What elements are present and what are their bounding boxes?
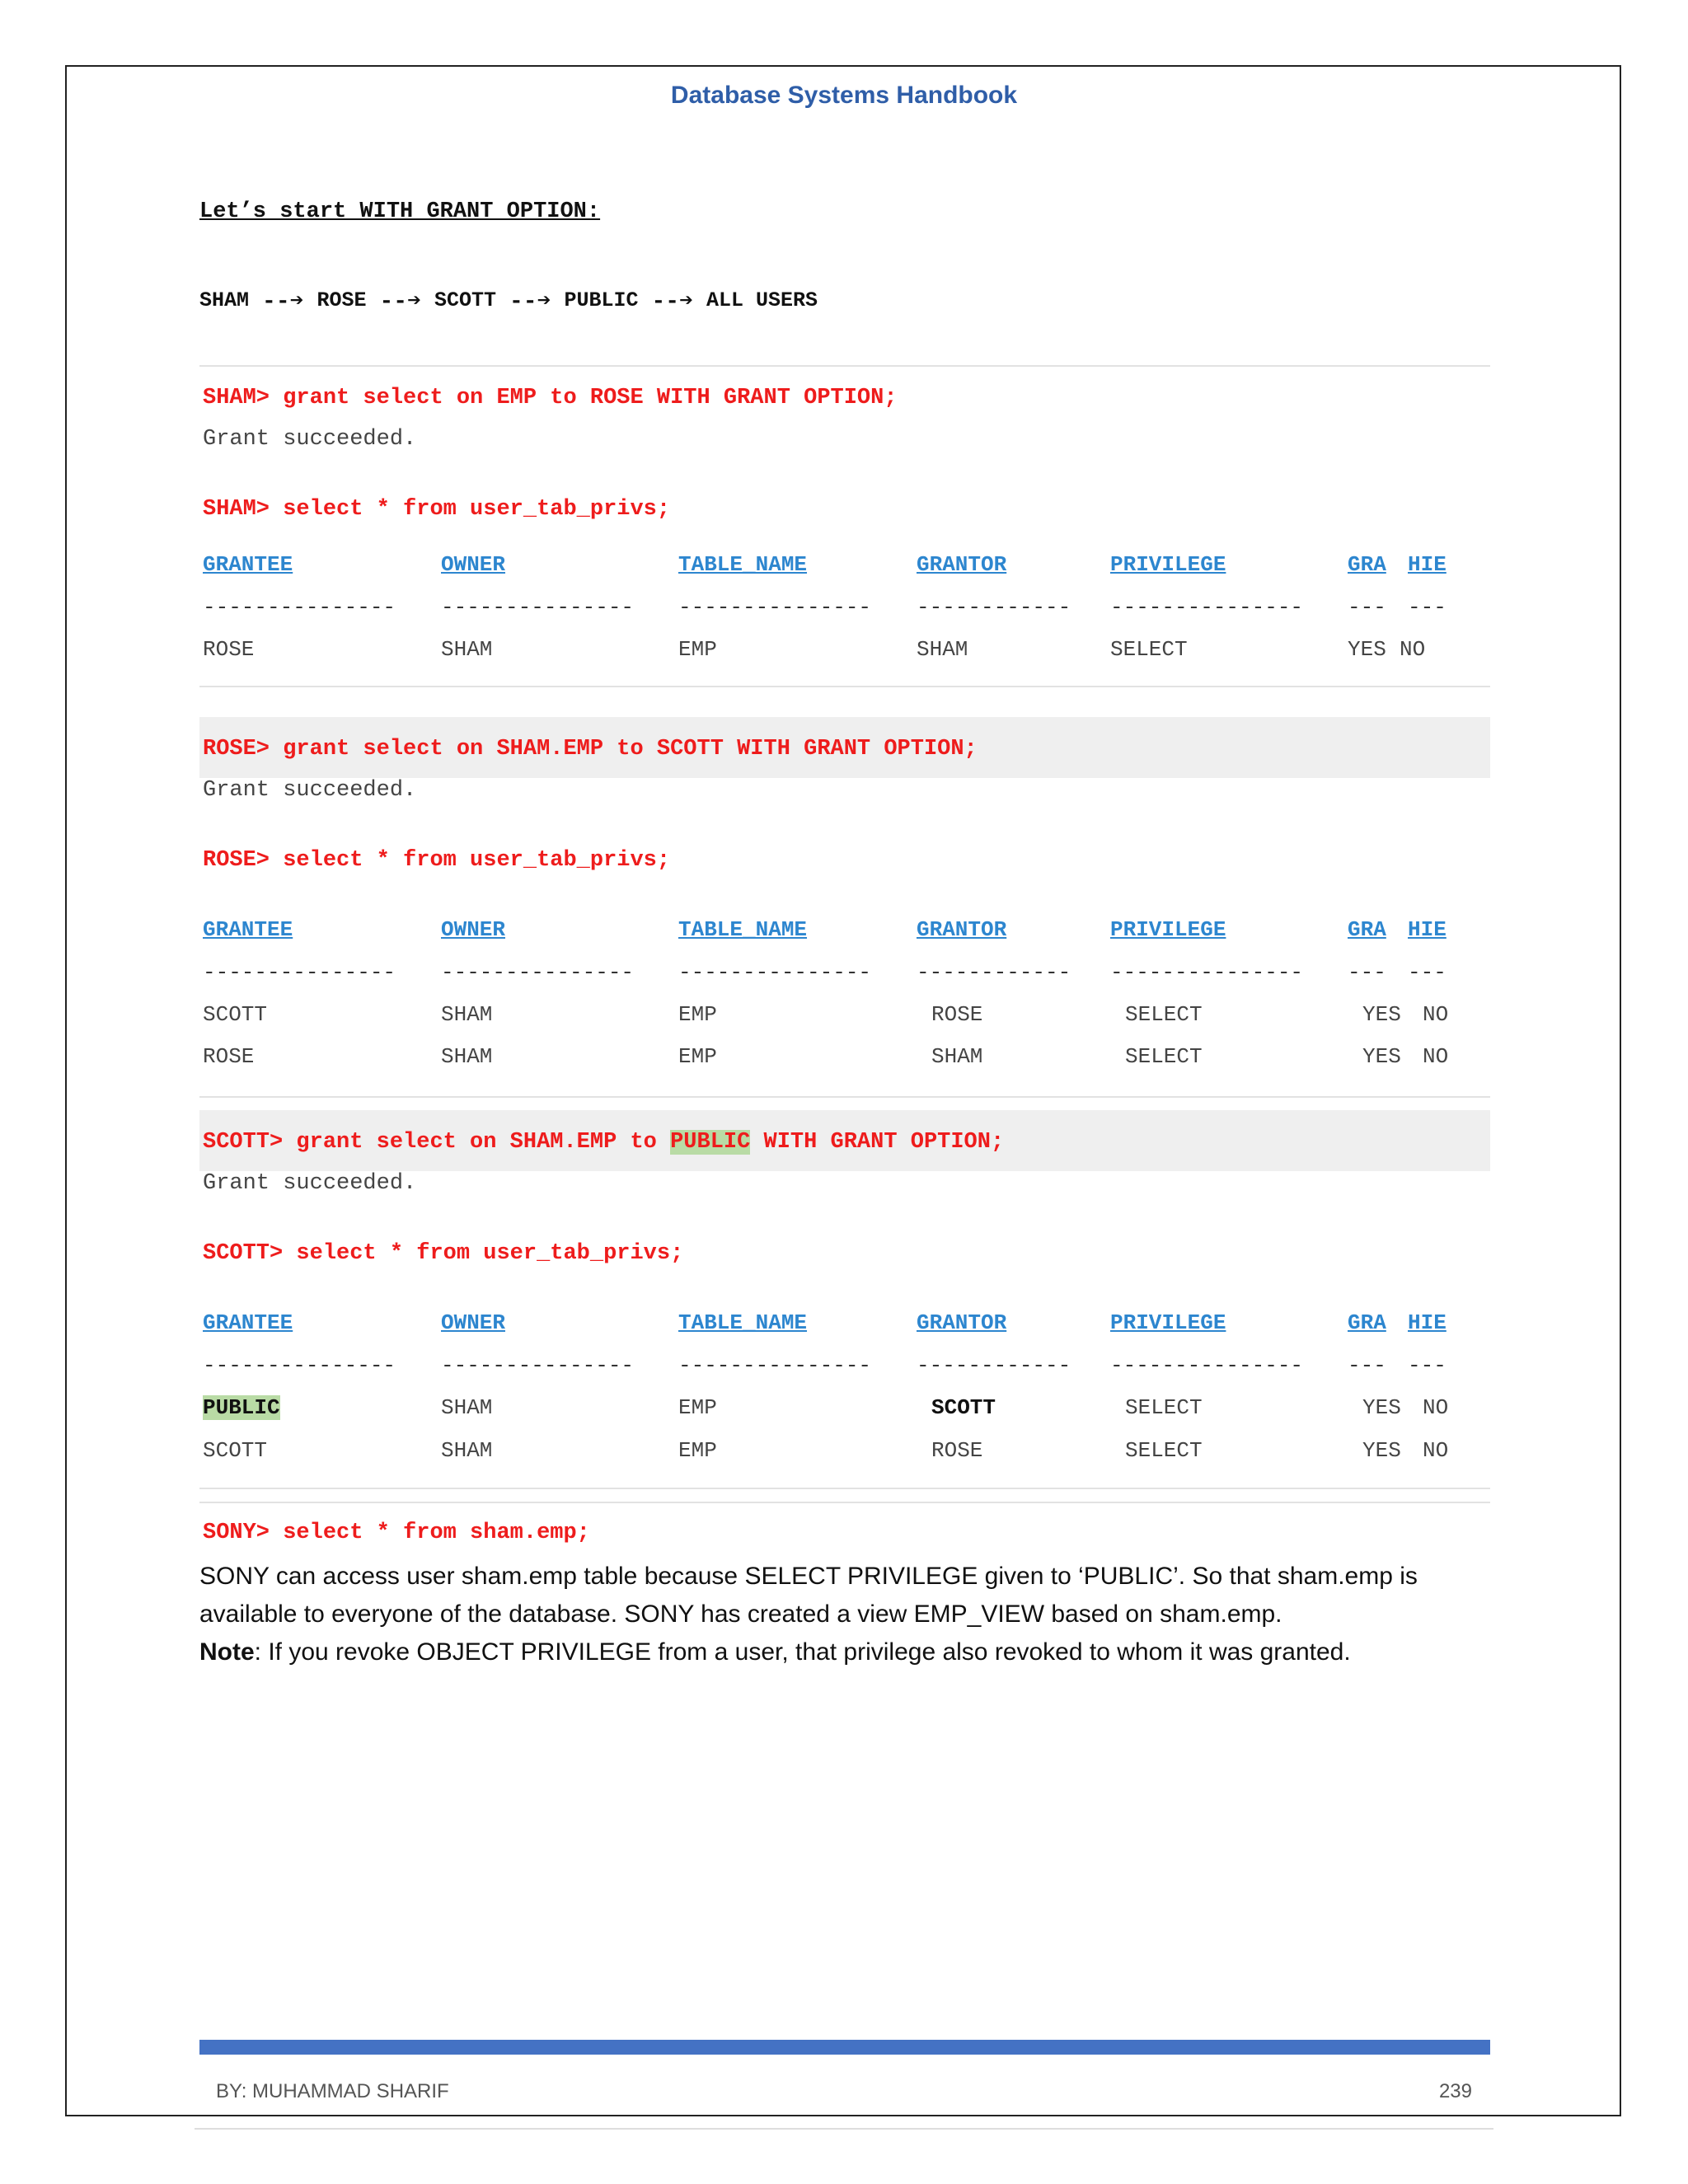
cell: SHAM	[931, 1044, 983, 1069]
col-header: GRANTOR	[917, 917, 1007, 942]
table-row	[203, 1044, 1489, 1072]
cell: EMP	[678, 637, 717, 662]
sql-result: Grant succeeded.	[203, 427, 417, 452]
chain-node-public: PUBLIC	[564, 288, 639, 312]
dash-rule: ---------------	[441, 595, 635, 620]
note-text: : If you revoke OBJECT PRIVILEGE from a user, that privilege also revoked to whom it was granted.	[254, 1638, 1351, 1666]
dash-rule: ---	[1348, 960, 1386, 985]
dash-rule: ------------	[917, 595, 1071, 620]
sql-command	[203, 1130, 1004, 1155]
table-header-row	[203, 552, 1489, 580]
cell: NO	[1423, 1044, 1449, 1069]
table-header-row	[203, 917, 1489, 945]
col-header: PRIVILEGE	[1110, 1310, 1226, 1335]
chain-arrow-icon: --➔	[509, 289, 551, 315]
highlighted-text: PUBLIC	[670, 1130, 751, 1155]
col-header: PRIVILEGE	[1110, 917, 1226, 942]
cell: ROSE	[203, 637, 255, 662]
explanation-paragraph: SONY can access user sham.emp table because SELECT PRIVILEGE given to ‘PUBLIC’. So that sham.emp is available to everyone of the database. SONY has created a view EMP_VIEW based on sham.emp.	[199, 1563, 1418, 1628]
col-header: TABLE_NAME	[678, 552, 808, 577]
cell: ROSE	[931, 1438, 983, 1463]
cell: SHAM	[441, 637, 493, 662]
cell: NO	[1423, 1002, 1449, 1027]
col-header: TABLE_NAME	[678, 1310, 808, 1335]
col-header: TABLE_NAME	[678, 917, 808, 942]
dash-rule: ---------------	[203, 595, 396, 620]
page-number: 239	[1438, 2080, 1472, 2102]
cell: SELECT	[1125, 1395, 1203, 1420]
chain-node-scott: SCOTT	[434, 288, 496, 312]
col-header: GRA	[1348, 917, 1386, 942]
chain-node-rose: ROSE	[316, 288, 367, 312]
cell: EMP	[678, 1002, 717, 1027]
note-paragraph	[199, 1633, 1493, 1671]
divider	[199, 365, 1490, 367]
cell: ROSE	[931, 1002, 983, 1027]
col-header: GRANTOR	[917, 1310, 1007, 1335]
table-dash-row	[203, 1353, 1489, 1381]
col-header: GRA	[1348, 1310, 1386, 1335]
sql-command: ROSE> grant select on SHAM.EMP to SCOTT WITH GRANT OPTION;	[203, 737, 978, 762]
chain-node-sham: SHAM	[199, 288, 250, 312]
cell: SHAM	[917, 637, 968, 662]
dash-rule: ---------------	[1110, 1353, 1304, 1378]
page-header-title: Database Systems Handbook	[670, 82, 1018, 109]
col-header: HIE	[1408, 1310, 1447, 1335]
grant-chain	[199, 286, 818, 315]
dash-rule: ---	[1408, 1353, 1447, 1378]
command-text: SCOTT> grant select on SHAM.EMP to	[203, 1130, 671, 1155]
table-row	[203, 637, 1489, 665]
cell: YES	[1362, 1438, 1401, 1463]
table-header-row	[203, 1310, 1489, 1338]
divider	[199, 1488, 1490, 1489]
col-header: GRANTEE	[203, 917, 293, 942]
dash-rule: ---------------	[203, 1353, 396, 1378]
note-label: Note	[199, 1638, 255, 1666]
command-text: WITH GRANT OPTION;	[750, 1130, 1005, 1155]
cell: NO	[1423, 1438, 1449, 1463]
dash-rule: ------------	[917, 960, 1071, 985]
chain-arrow-icon: --➔	[651, 289, 693, 315]
dash-rule: ---	[1408, 595, 1447, 620]
footer-author: BY: MUHAMMAD SHARIF	[216, 2080, 449, 2102]
dash-rule: ------------	[917, 1353, 1071, 1378]
cell: SELECT	[1110, 637, 1188, 662]
dash-rule: ---------------	[678, 1353, 872, 1378]
dash-rule: ---	[1348, 1353, 1386, 1378]
table-dash-row	[203, 960, 1489, 988]
cell: SHAM	[441, 1438, 493, 1463]
cell: YES	[1348, 637, 1386, 662]
divider	[199, 1502, 1490, 1503]
col-header: OWNER	[441, 1310, 506, 1335]
table-row	[203, 1395, 1489, 1423]
cell: YES	[1362, 1395, 1401, 1420]
dash-rule: ---	[1408, 960, 1447, 985]
col-header: HIE	[1408, 917, 1447, 942]
chain-arrow-icon: --➔	[262, 289, 304, 315]
footer-bar	[199, 2040, 1490, 2055]
dash-rule: ---------------	[1110, 595, 1304, 620]
table-dash-row	[203, 595, 1489, 623]
cell: SCOTT	[203, 1002, 268, 1027]
sql-result: Grant succeeded.	[203, 1171, 417, 1196]
cell-highlighted: PUBLIC	[203, 1395, 280, 1420]
cell: SELECT	[1125, 1002, 1203, 1027]
col-header: OWNER	[441, 917, 506, 942]
dash-rule: ---	[1348, 595, 1386, 620]
sql-command: SCOTT> select * from user_tab_privs;	[203, 1241, 684, 1266]
cell: SELECT	[1125, 1044, 1203, 1069]
dash-rule: ---------------	[441, 1353, 635, 1378]
chain-arrow-icon: --➔	[379, 289, 421, 315]
cell: EMP	[678, 1438, 717, 1463]
col-header: GRANTEE	[203, 552, 293, 577]
col-header: GRA	[1348, 552, 1386, 577]
section-heading: Let’s start WITH GRANT OPTION:	[199, 199, 601, 224]
divider	[199, 1096, 1490, 1098]
col-header: PRIVILEGE	[1110, 552, 1226, 577]
dash-rule: ---------------	[441, 960, 635, 985]
cell: SCOTT	[203, 1438, 268, 1463]
cell: EMP	[678, 1044, 717, 1069]
cell: NO	[1400, 637, 1426, 662]
col-header: OWNER	[441, 552, 506, 577]
cell: ROSE	[203, 1044, 255, 1069]
dash-rule: ---------------	[203, 960, 396, 985]
sql-command: SHAM> select * from user_tab_privs;	[203, 497, 671, 522]
cell-bold: SCOTT	[931, 1395, 996, 1420]
sql-command: ROSE> select * from user_tab_privs;	[203, 848, 671, 873]
bottom-divider	[195, 2128, 1493, 2130]
col-header: HIE	[1408, 552, 1447, 577]
cell: SHAM	[441, 1395, 493, 1420]
dash-rule: ---------------	[1110, 960, 1304, 985]
table-row	[203, 1002, 1489, 1030]
sql-command: SONY> select * from sham.emp;	[203, 1521, 590, 1545]
page-border	[65, 65, 1621, 2116]
cell: SHAM	[441, 1002, 493, 1027]
col-header: GRANTEE	[203, 1310, 293, 1335]
cell: YES	[1362, 1002, 1401, 1027]
cell: SHAM	[441, 1044, 493, 1069]
sql-result: Grant succeeded.	[203, 778, 417, 803]
cell: SELECT	[1125, 1438, 1203, 1463]
cell: YES	[1362, 1044, 1401, 1069]
dash-rule: ---------------	[678, 960, 872, 985]
divider	[199, 686, 1490, 687]
dash-rule: ---------------	[678, 595, 872, 620]
cell: EMP	[678, 1395, 717, 1420]
sql-command: SHAM> grant select on EMP to ROSE WITH GRANT OPTION;	[203, 386, 898, 410]
col-header: GRANTOR	[917, 552, 1007, 577]
chain-node-all-users: ALL USERS	[706, 288, 818, 312]
table-row	[203, 1438, 1489, 1466]
cell: NO	[1423, 1395, 1449, 1420]
